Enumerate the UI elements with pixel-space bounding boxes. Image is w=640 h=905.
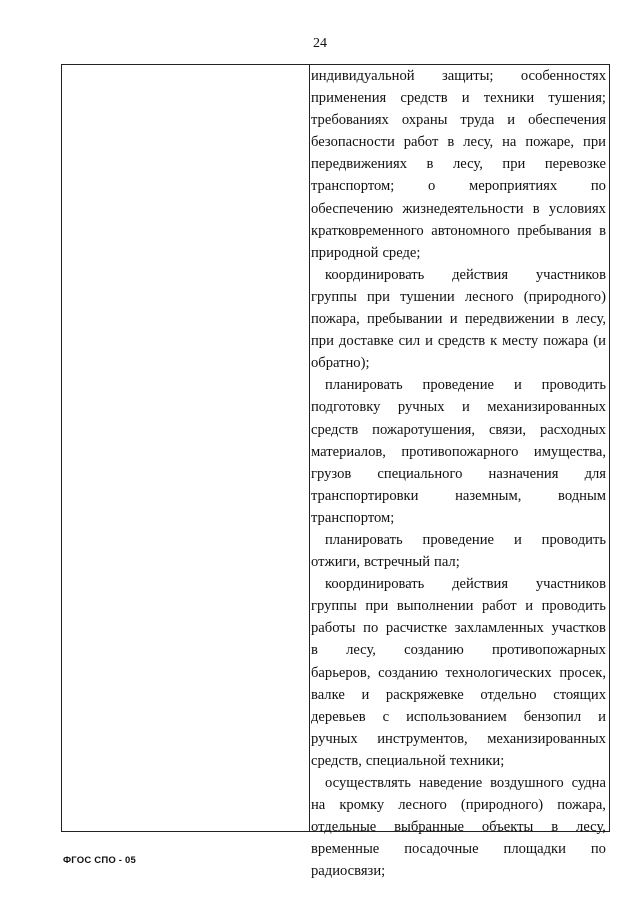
text-line: [311, 419, 606, 441]
word: в: [551, 819, 559, 836]
word: работ: [482, 598, 517, 615]
word: подготовку: [311, 399, 381, 416]
word: (и: [593, 333, 606, 350]
right-cell-text: [311, 65, 606, 882]
word: осуществлять: [325, 775, 411, 791]
word: лесу,: [346, 642, 376, 659]
word: координировать: [325, 266, 425, 283]
word: технологических: [445, 664, 552, 681]
word: действия: [452, 266, 509, 283]
word: мероприятиях: [469, 178, 558, 195]
word: при: [366, 288, 390, 305]
word: механизированных: [487, 730, 606, 747]
word: планировать: [325, 377, 403, 394]
word: лесу,: [576, 819, 606, 836]
word: противопожарных: [491, 642, 606, 659]
text-line: [311, 109, 606, 131]
word: и: [525, 598, 534, 615]
word: проводить: [541, 377, 606, 394]
word: к: [490, 333, 498, 350]
word: судна: [571, 775, 606, 791]
word: обеспечению: [311, 200, 394, 217]
text-line: [311, 175, 606, 197]
word: природной: [311, 244, 379, 261]
text-line: [311, 330, 606, 352]
text-line: [311, 617, 606, 639]
text-line: [311, 750, 606, 772]
word: проведение: [422, 531, 495, 548]
word: среде;: [382, 244, 421, 261]
word: в: [599, 222, 606, 239]
word: индивидуальной: [311, 68, 415, 84]
word: и: [461, 399, 470, 416]
word: кромку: [339, 797, 385, 814]
word: участников: [535, 266, 606, 283]
text-line: [311, 684, 606, 706]
word: в: [532, 200, 540, 217]
text-line: [311, 352, 606, 374]
text-line: [311, 308, 606, 330]
text-line: [311, 153, 606, 175]
word: группы: [311, 288, 357, 305]
word: и: [513, 377, 522, 394]
word: пожаротушения,: [372, 421, 476, 438]
text-line: [311, 595, 606, 617]
word: посадочные: [404, 841, 479, 858]
text-line: [311, 220, 606, 242]
word: захламленных: [454, 620, 544, 637]
word: (природного): [523, 288, 606, 305]
word: месту: [502, 333, 539, 350]
word: механизированных: [487, 399, 606, 416]
word: пожара,: [557, 797, 606, 814]
word: о: [428, 178, 436, 195]
word: перевозке: [544, 156, 606, 173]
word: техники;: [449, 752, 505, 769]
word: транспортом;: [311, 509, 395, 526]
word: пребывании: [367, 311, 443, 328]
word: отдельно: [480, 686, 537, 703]
word: средств,: [311, 752, 362, 769]
page-number: 24: [313, 36, 327, 51]
word: созданию: [378, 664, 438, 681]
word: пал;: [434, 554, 460, 571]
word: проведение: [422, 377, 495, 394]
word: при: [365, 598, 389, 615]
word: и: [598, 708, 606, 725]
text-line: [311, 242, 606, 264]
word: раскряжевке: [385, 686, 464, 703]
word: по: [590, 178, 606, 195]
word: материалов,: [311, 443, 386, 460]
text-line: [311, 529, 606, 551]
word: бензопил: [523, 708, 582, 725]
word: действия: [452, 576, 509, 593]
word: охраны: [401, 112, 448, 129]
text-line: [311, 551, 606, 573]
word: грузов: [311, 465, 352, 482]
text-line: [311, 728, 606, 750]
word: средств: [400, 90, 448, 107]
word: проводить: [541, 531, 606, 548]
word: защиты;: [441, 68, 494, 84]
word: расходных: [539, 421, 606, 438]
word: назначения: [488, 465, 559, 482]
word: отдельные: [311, 819, 377, 836]
text-line: [311, 485, 606, 507]
word: связи,: [488, 421, 527, 438]
word: пребывания: [517, 222, 592, 239]
word: специального: [377, 465, 463, 482]
word: в: [561, 311, 569, 328]
word: стоящих: [553, 686, 606, 703]
word: и: [449, 311, 458, 328]
word: ручных: [311, 730, 358, 747]
word: наземным,: [455, 487, 522, 504]
text-line: [311, 507, 606, 529]
text-line: [311, 573, 606, 595]
word: пожаре,: [525, 134, 575, 151]
word: лесу,: [452, 156, 483, 173]
text-line: [311, 860, 606, 882]
text-line: [311, 87, 606, 109]
word: применения: [311, 90, 387, 107]
word: обратно);: [311, 355, 370, 372]
word: лесного: [464, 288, 514, 305]
word: автономного: [431, 222, 510, 239]
word: средств: [437, 333, 486, 350]
text-line: [311, 794, 606, 816]
word: и: [507, 112, 516, 129]
word: в: [447, 134, 455, 151]
word: условиях: [548, 200, 606, 217]
word: отжиги,: [311, 554, 360, 571]
word: деревьев: [311, 708, 366, 725]
word: доставке: [338, 333, 394, 350]
word: воздушного: [490, 775, 564, 791]
word: временные: [311, 841, 380, 858]
word: расчистке: [385, 620, 448, 637]
word: по: [590, 841, 606, 858]
word: радиосвязи;: [311, 863, 386, 880]
word: лесного: [398, 797, 447, 814]
word: жизнедеятельности: [402, 200, 524, 217]
word: и: [361, 686, 370, 703]
word: участников: [535, 576, 606, 593]
word: барьеров,: [311, 664, 371, 681]
text-line: [311, 706, 606, 728]
word: транспортом;: [311, 178, 395, 195]
word: наведение: [418, 775, 483, 791]
document-footer: ФГОС СПО - 05: [63, 855, 136, 866]
word: особенностях: [520, 68, 606, 84]
word: работ: [403, 134, 439, 151]
word: и: [513, 531, 522, 548]
word: кратковременного: [311, 222, 424, 239]
word: проводить: [541, 598, 606, 615]
text-line: [311, 374, 606, 396]
text-line: [311, 639, 606, 661]
word: транспортировки: [311, 487, 419, 504]
word: требованиях: [311, 112, 389, 129]
text-line: [311, 65, 606, 87]
word: выбранные: [394, 819, 464, 836]
word: и: [425, 333, 433, 350]
text-line: [311, 198, 606, 220]
word: (природного): [460, 797, 544, 814]
word: в: [426, 156, 434, 173]
word: выполнении: [396, 598, 474, 615]
text-line: [311, 264, 606, 286]
word: при: [311, 333, 334, 350]
word: водным: [558, 487, 606, 504]
word: и: [461, 90, 470, 107]
word: координировать: [325, 576, 425, 593]
word: участков: [551, 620, 606, 637]
text-line: [311, 838, 606, 860]
text-line: [311, 131, 606, 153]
word: имущества,: [533, 443, 606, 460]
word: безопасности: [311, 134, 395, 151]
word: тушении: [400, 288, 455, 305]
word: работы: [311, 620, 356, 637]
word: группы: [311, 598, 357, 615]
word: встречный: [364, 554, 431, 571]
word: планировать: [325, 531, 403, 548]
word: лесу,: [576, 311, 606, 328]
word: валке: [311, 686, 345, 703]
word: на: [311, 797, 326, 814]
word: просек,: [559, 664, 606, 681]
word: специальной: [365, 752, 446, 769]
word: для: [584, 465, 606, 482]
text-line: [311, 441, 606, 463]
word: средств: [311, 421, 359, 438]
word: на: [502, 134, 517, 151]
word: техники: [483, 90, 535, 107]
word: инструментов,: [377, 730, 468, 747]
word: объекты: [481, 819, 534, 836]
word: обеспечения: [528, 112, 606, 129]
word: противопожарного: [401, 443, 519, 460]
word: с: [382, 708, 390, 725]
word: при: [502, 156, 526, 173]
text-line: [311, 772, 606, 794]
word: при: [583, 134, 606, 151]
word: площадки: [503, 841, 566, 858]
word: ручных: [397, 399, 445, 416]
word: созданию: [404, 642, 464, 659]
word: передвижениях: [311, 156, 407, 173]
word: труда: [460, 112, 495, 129]
text-line: [311, 286, 606, 308]
word: использованием: [406, 708, 507, 725]
word: тушения;: [548, 90, 606, 107]
word: в: [311, 642, 318, 659]
text-line: [311, 816, 606, 838]
word: пожара,: [311, 311, 360, 328]
word: передвижении: [464, 311, 555, 328]
text-line: [311, 396, 606, 418]
word: по: [363, 620, 379, 637]
word: сил: [398, 333, 421, 350]
text-line: [311, 662, 606, 684]
text-line: [311, 463, 606, 485]
word: лесу,: [463, 134, 494, 151]
word: пожара: [543, 333, 589, 350]
column-divider: [309, 65, 310, 831]
